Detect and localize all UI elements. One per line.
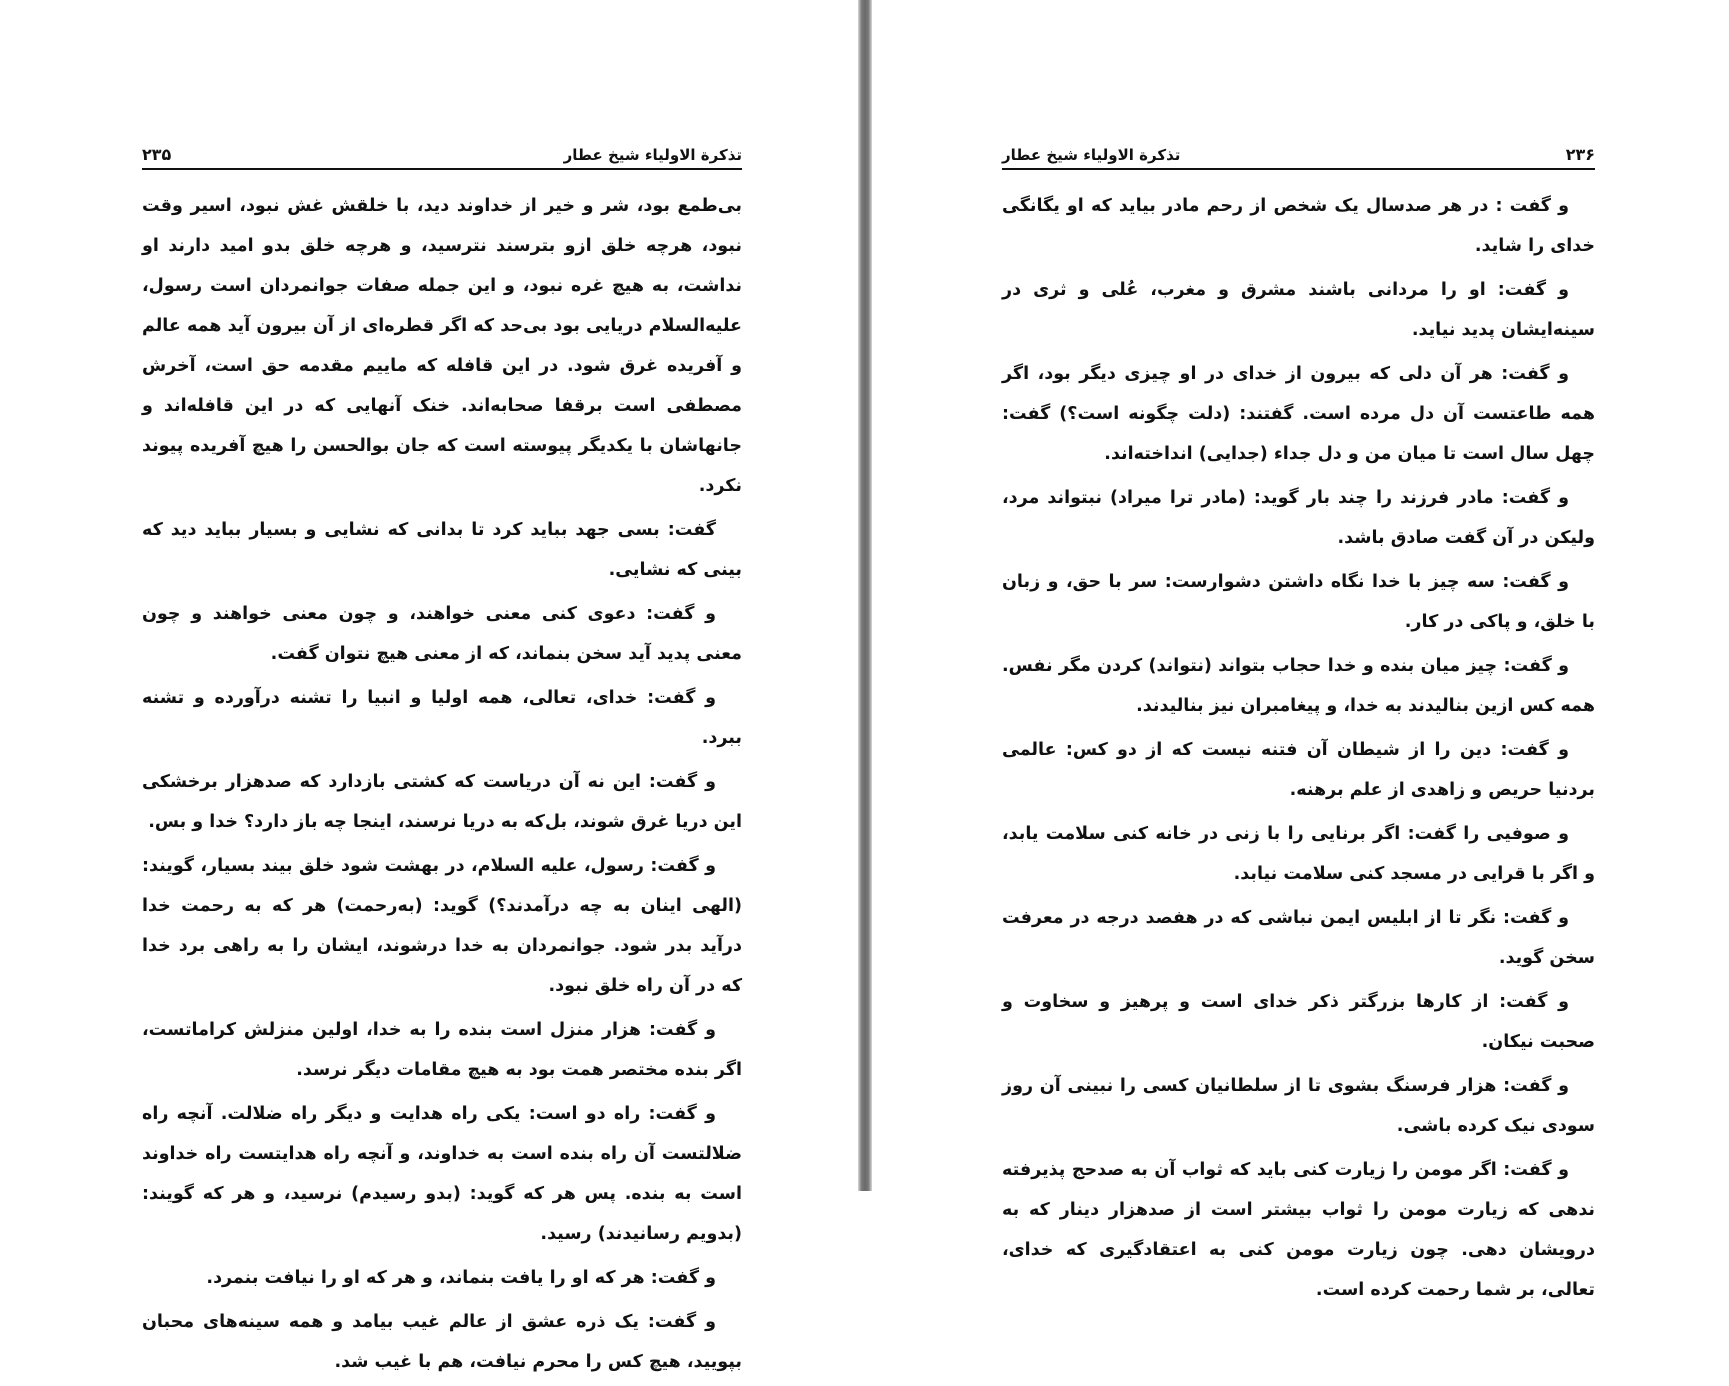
right-running-title: تذکرة الاولیاء شیخ عطار [1002, 146, 1181, 164]
left-page-header [142, 136, 742, 170]
left-paragraph-5: و گفت: این نه آن دریاست که کشتی بازدارد که صدهزار برخشکی این دریا غرق شوند، بل‌که به دریا نرسند، اینجا چه باز دارد؟ خدا و بس. [142, 772, 742, 832]
left-page [0, 0, 858, 1372]
right-paragraph-12: و گفت: اگر مومن را زیارت کنی باید که ثواب آن به صدحج پذیرفته ندهی که زیارت مومن را ثواب بیشتر است از صدهزار دینار که به درویشان دهی. چون زیارت مومن کنی به اعتقادگیری که خدای، تعالی، بر شما رحمت کرده است. [1002, 1160, 1595, 1300]
right-paragraph-3: و گفت: هر آن دلی که بیرون از خدای در او چیزی دیگر بود، اگر همه طاعتست آن دل مرده است. گفتند: (دلت چگونه است؟) گفت: چهل سال است تا میان من و دل جداء (جدایی) انداخته‌اند. [1002, 364, 1595, 464]
right-paragraph-11: و گفت: هزار فرسنگ بشوی تا از سلطانیان کسی را نبینی آن روز سودی نیک کرده باشی. [1002, 1076, 1595, 1136]
right-page-header [1002, 136, 1595, 170]
left-paragraph-8: و گفت: راه دو است: یکی راه هدایت و دیگر راه ضلالت. آنچه راه ضلالتست آن راه بنده است به خداوند، و آنچه راه هدایتست راه خداوند است به بنده. پس هر که گوید: (بدو رسیدم) نرسید، و هر که گویند: (بدویم رسانیدند) رسید. [142, 1104, 742, 1244]
right-paragraph-1: و گفت : در هر صدسال یک شخص از رحم مادر بیاید که او یگانگی خدای را شاید. [1002, 196, 1595, 256]
right-paragraph-5: و گفت: سه چیز با خدا نگاه داشتن دشوارست: سر با حق، و زبان با خلق، و پاکی در کار. [1002, 572, 1595, 632]
right-paragraph-10: و گفت: از کارها بزرگتر ذکر خدای است و پرهیز و سخاوت و صحبت نیکان. [1002, 992, 1595, 1052]
right-page-number: ۲۳۶ [1565, 145, 1595, 164]
book-gutter [858, 0, 872, 1191]
left-page-number: ۲۳۵ [142, 145, 172, 164]
left-running-title: تذکرة الاولیاء شیخ عطار [563, 146, 742, 164]
right-paragraph-8: و صوفیی را گفت: اگر برنایی را با زنی در خانه کنی سلامت یابد، و اگر با قرایی در مسجد کنی سلامت نیابد. [1002, 824, 1595, 884]
right-paragraph-4: و گفت: مادر فرزند را چند بار گوید: (مادر ترا میراد) نبتواند مرد، ولیکن در آن گفت صادق باشد. [1002, 488, 1595, 548]
right-paragraph-6: و گفت: چیز میان بنده و خدا حجاب بتواند (نتواند) کردن مگر نفس. همه کس ازین بنالیدند به خدا، و پیغامبران نیز بنالیدند. [1002, 656, 1595, 716]
left-paragraph-7: و گفت: هزار منزل است بنده را به خدا، اولین منزلش کراماتست، اگر بنده مختصر همت بود به هیچ مقامات دیگر نرسد. [142, 1020, 742, 1080]
left-page-text [142, 186, 742, 1386]
left-paragraph-2: گفت: بسی جهد بباید کرد تا بدانی که نشایی و بسیار بباید دید که بینی که نشایی. [142, 520, 742, 580]
right-paragraph-2: و گفت: او را مردانی باشند مشرق و مغرب، عُلی و ثری در سینه‌ایشان پدید نیاید. [1002, 280, 1595, 340]
right-page [872, 0, 1729, 1300]
left-paragraph-9: و گفت: هر که او را یافت بنماند، و هر که او را نیافت بنمرد. [206, 1268, 716, 1288]
right-paragraph-9: و گفت: نگر تا از ابلیس ایمن نباشی که در هفصد درجه در معرفت سخن گوید. [1002, 908, 1595, 968]
left-paragraph-4: و گفت: خدای، تعالی، همه اولیا و انبیا را تشنه درآورده و تشنه ببرد. [142, 688, 742, 748]
left-paragraph-6: و گفت: رسول، علیه السلام، در بهشت شود خلق بیند بسیار، گویند: (الهی اینان به چه درآمدند؟) گوید: (به‌رحمت) هر که به رحمت خدا درآید بدر شود. جوانمردان به خدا درشوند، ایشان را به راهی برد خدا که در آن راه خلق نبود. [142, 856, 742, 996]
left-paragraph-1: بی‌طمع بود، شر و خیر از خداوند دید، با خلقش غش نبود، اسیر وقت نبود، هرچه خلق ازو بترسند نترسید، و هرچه خلق بدو امید دارند او نداشت، به هیچ غره نبود، و این جمله صفات جوانمردان است رسول، علیه‌السلام دریایی بود بی‌حد که اگر قطره‌ای از آن بیرون آید همه عالم و آفریده غرق شود. در این قافله که ماییم مقدمه حق است، آخرش مصطفی است برقفا صحابه‌اند. خنک آنهایی که در این قافله‌اند و جانهاشان با یکدیگر پیوسته است که جان بوالحسن را هیچ آفریده پیوند نکرد. [142, 196, 742, 496]
left-paragraph-10: و گفت: یک ذره عشق از عالم غیب بیامد و همه سینه‌های محبان بپویید، هیچ کس را محرم نیافت، هم با غیب شد. [142, 1312, 742, 1372]
right-page-text [1002, 186, 1595, 1314]
right-paragraph-7: و گفت: دین را از شیطان آن فتنه نیست که از دو کس: عالمی بردنیا حریص و زاهدی از علم برهنه. [1002, 740, 1595, 800]
left-paragraph-3: و گفت: دعوی کنی معنی خواهند، و چون معنی خواهند و چون معنی پدید آید سخن بنماند، که از معنی هیچ نتوان گفت. [142, 604, 742, 664]
